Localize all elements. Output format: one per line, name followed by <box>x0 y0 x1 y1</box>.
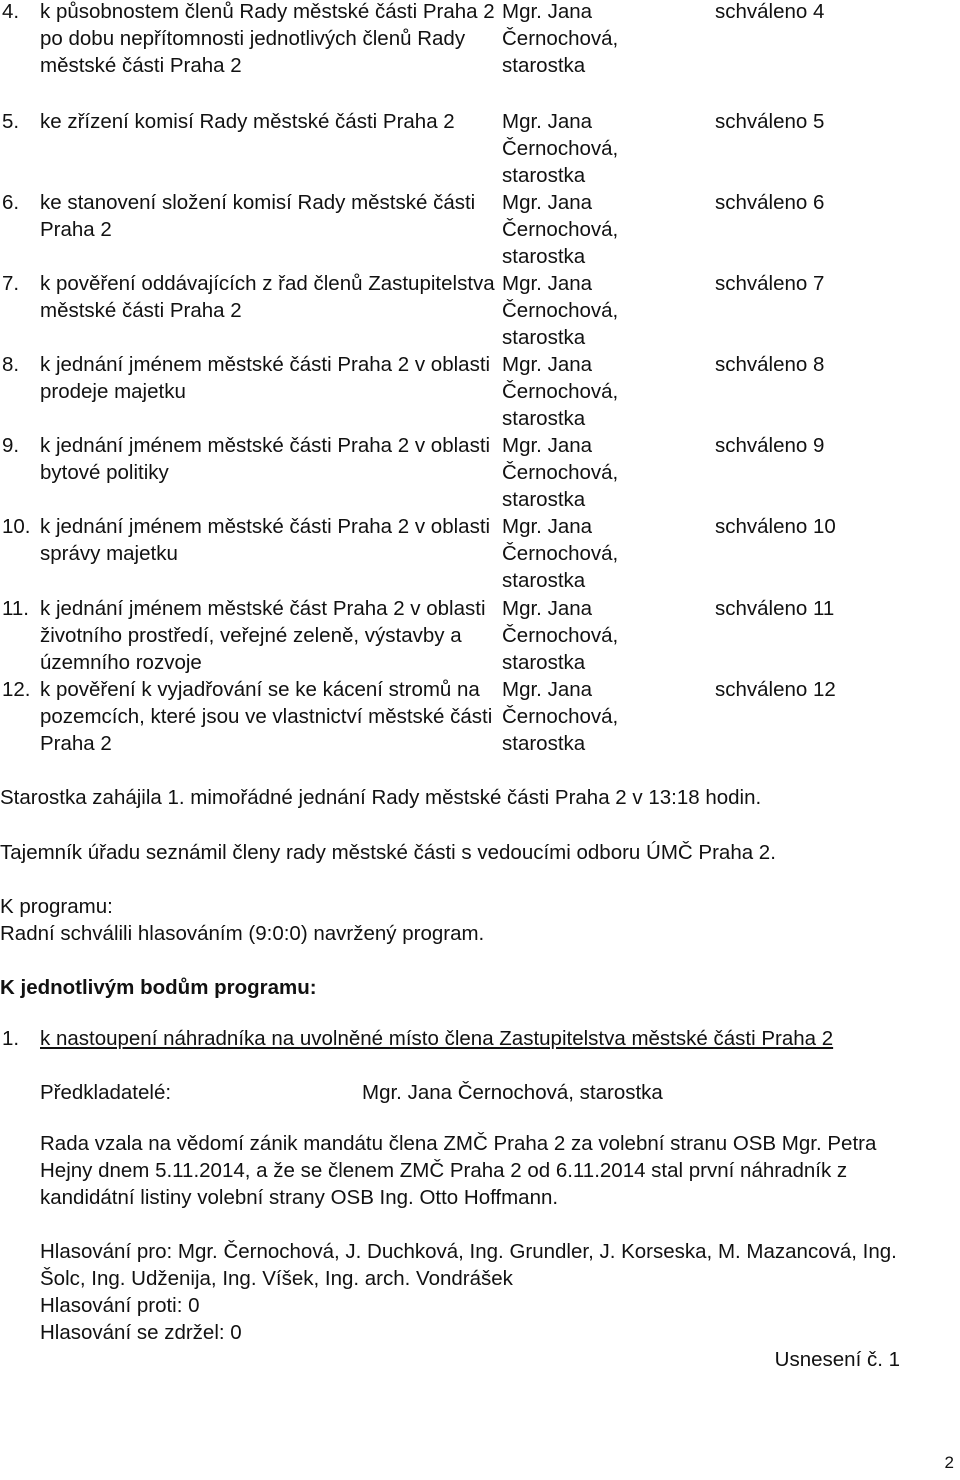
page-number: 2 <box>944 1453 954 1472</box>
agenda-row <box>0 0 960 108</box>
item-number: 1. <box>2 1027 20 1050</box>
agenda-number: 6. <box>2 191 20 214</box>
agenda-number: 11. <box>2 597 29 620</box>
presenter-label: Předkladatelé: <box>40 1081 172 1104</box>
agenda-number: 8. <box>2 353 20 376</box>
agenda-presenter: Mgr. Jana Černochová, starostka <box>502 191 619 268</box>
agenda-result: schváleno 10 <box>715 515 836 538</box>
agenda-title: k pověření k vyjadřování se ke kácení stromů na pozemcích, které jsou ve vlastnictví městské části Praha 2 <box>40 678 493 755</box>
agenda-presenter: Mgr. Jana Černochová, starostka <box>502 434 619 511</box>
agenda-number: 4. <box>2 0 20 23</box>
agenda-result: schváleno 9 <box>715 434 825 457</box>
agenda-result: schváleno 4 <box>715 0 825 23</box>
agenda-presenter: Mgr. Jana Černochová, starostka <box>502 0 619 77</box>
presenter-line <box>40 1079 920 1106</box>
agenda-number: 9. <box>2 434 20 457</box>
agenda-title: k jednání jménem městské části Praha 2 v oblasti bytové politiky <box>40 434 491 484</box>
agenda-number: 10. <box>2 515 31 538</box>
agenda-title: k pověření oddávajících z řad členů Zastupitelstva městské části Praha 2 <box>40 272 495 322</box>
agenda-title: ke zřízení komisí Rady městské části Praha 2 <box>40 110 455 133</box>
vote-for: Hlasování pro: Mgr. Černochová, J. Duchková, Ing. Grundler, J. Korseska, M. Mazancová, Ing. Šolc, Ing. Udženija, Ing. Víšek, Ing. arch. Vondrášek <box>40 1240 897 1290</box>
agenda-result: schváleno 6 <box>715 191 825 214</box>
agenda-number: 5. <box>2 110 20 133</box>
agenda-title: k jednání jménem městské část Praha 2 v oblasti životního prostředí, veřejné zeleně, výstavby a územního rozvoje <box>40 597 486 674</box>
presenter-name: Mgr. Jana Černochová, starostka <box>362 1081 663 1104</box>
vote-abstain: Hlasování se zdržel: 0 <box>40 1321 242 1344</box>
agenda-presenter: Mgr. Jana Černochová, starostka <box>502 110 619 187</box>
item-title: k nastoupení náhradníka na uvolněné místo člena Zastupitelstva městské části Praha 2 <box>40 1027 834 1050</box>
agenda-row <box>0 513 960 595</box>
agenda-row <box>0 270 960 351</box>
secretary-statement: Tajemník úřadu seznámil členy rady městské části s vedoucími odboru ÚMČ Praha 2. <box>0 841 776 864</box>
program-vote: Radní schválili hlasováním (9:0:0) navržený program. <box>0 922 485 945</box>
agenda-result: schváleno 8 <box>715 353 825 376</box>
agenda-row <box>0 595 960 676</box>
agenda-number: 7. <box>2 272 20 295</box>
agenda-presenter: Mgr. Jana Černochová, starostka <box>502 597 619 674</box>
item-body: Rada vzala na vědomí zánik mandátu člena ZMČ Praha 2 za volební stranu OSB Mgr. Petra Hejny dnem 5.11.2014, a že se členem ZMČ Praha 2 od 6.11.2014 stal první náhradník z kandidátní listiny volební strany OSB Ing. Otto Hoffmann. <box>40 1132 877 1209</box>
agenda-presenter: Mgr. Jana Černochová, starostka <box>502 272 619 349</box>
vote-against: Hlasování proti: 0 <box>40 1294 200 1317</box>
resolution-number: Usnesení č. 1 <box>774 1348 900 1371</box>
agenda-row <box>0 676 960 757</box>
agenda-presenter: Mgr. Jana Černochová, starostka <box>502 515 619 592</box>
agenda-row <box>0 108 960 189</box>
agenda-result: schváleno 12 <box>715 678 836 701</box>
opening-statement: Starostka zahájila 1. mimořádné jednání Rady městské části Praha 2 v 13:18 hodin. <box>0 786 762 809</box>
agenda-title: k jednání jménem městské části Praha 2 v oblasti prodeje majetku <box>40 353 491 403</box>
program-label: K programu: <box>0 895 113 918</box>
agenda-title: k působnostem členů Rady městské části Praha 2 po dobu nepřítomnosti jednotlivých členů Rady městské části Praha 2 <box>40 0 495 77</box>
agenda-result: schváleno 5 <box>715 110 825 133</box>
agenda-title: k jednání jménem městské části Praha 2 v oblasti správy majetku <box>40 515 491 565</box>
agenda-row <box>0 189 960 270</box>
agenda-title: ke stanovení složení komisí Rady městské části Praha 2 <box>40 191 476 241</box>
agenda-row <box>0 351 960 432</box>
agenda-number: 12. <box>2 678 31 701</box>
agenda-result: schváleno 7 <box>715 272 825 295</box>
agenda-row <box>0 432 960 513</box>
agenda-result: schváleno 11 <box>715 597 835 620</box>
items-heading: K jednotlivým bodům programu: <box>0 976 317 999</box>
agenda-presenter: Mgr. Jana Černochová, starostka <box>502 353 619 430</box>
agenda-presenter: Mgr. Jana Černochová, starostka <box>502 678 619 755</box>
